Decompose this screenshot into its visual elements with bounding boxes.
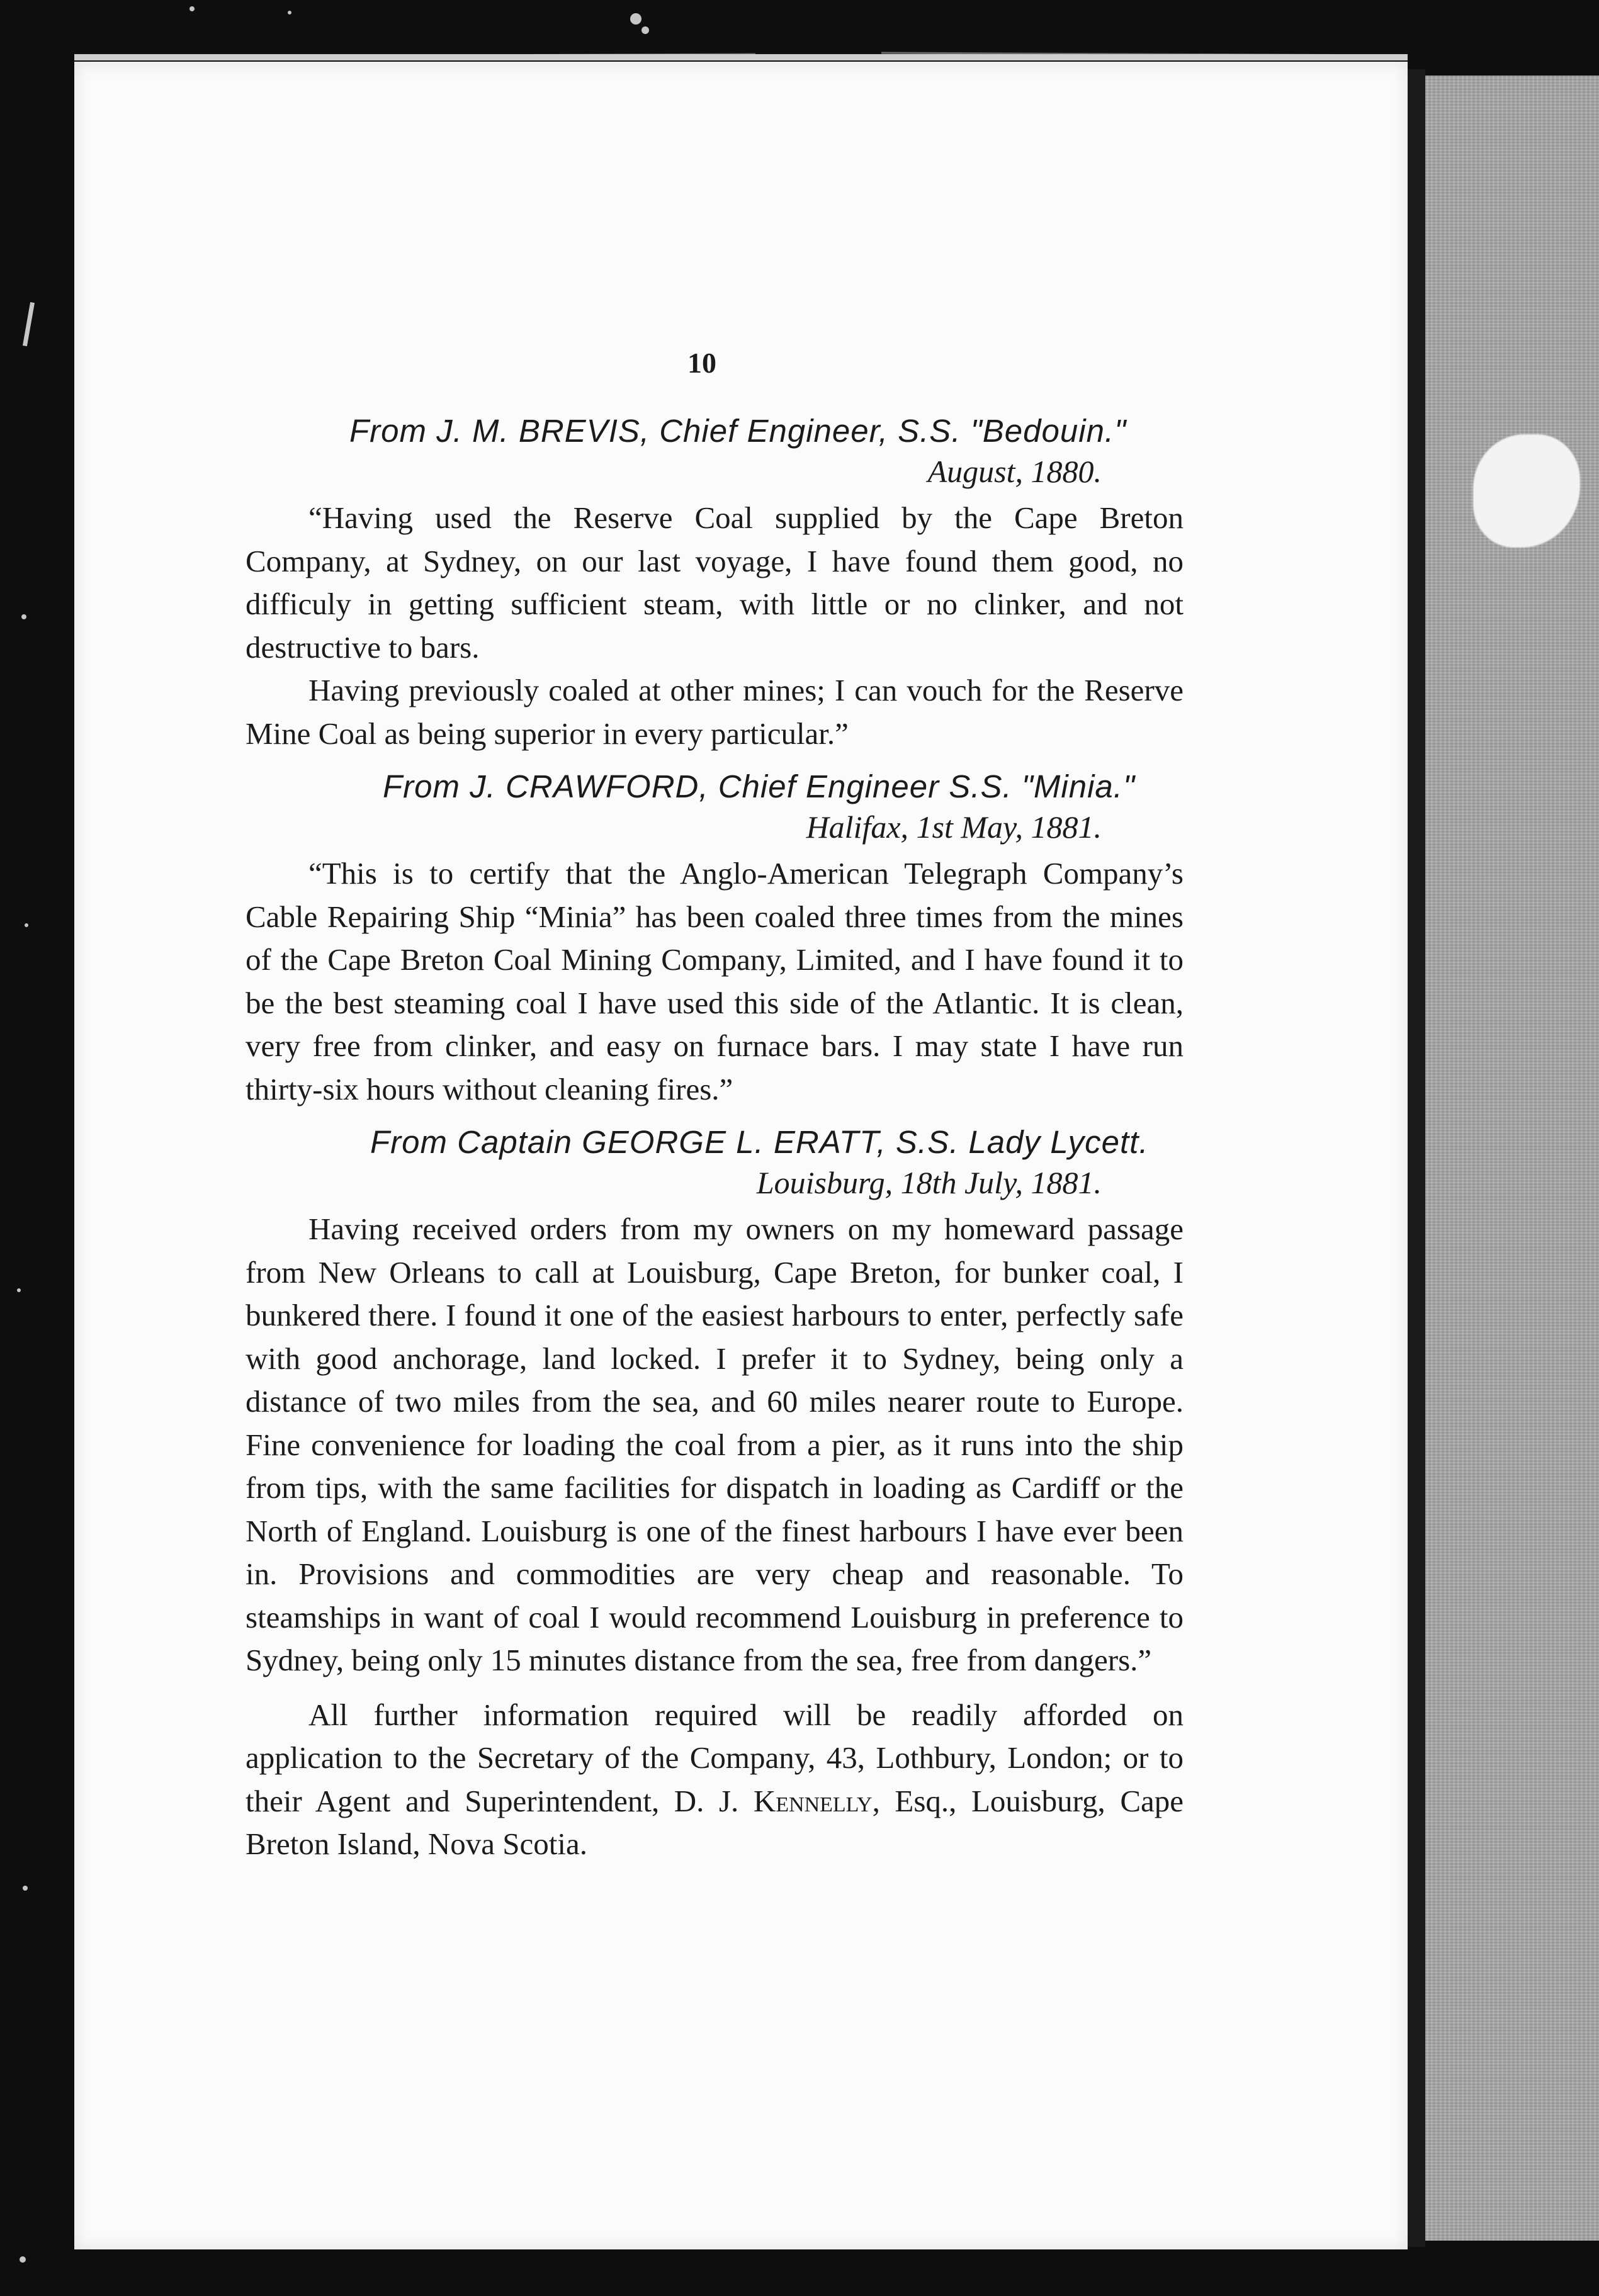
testimonial-date: Louisburg, 18th July, 1881. bbox=[756, 1165, 1102, 1200]
testimonial-brevis bbox=[246, 411, 1184, 755]
testimonial-eratt bbox=[246, 1122, 1184, 1682]
superintendent-name: Kennelly bbox=[753, 1783, 873, 1818]
testimonial-heading: From Captain GEORGE L. ERATT, S.S. Lady Lycett. bbox=[370, 1124, 1149, 1160]
page-number: 10 bbox=[687, 347, 716, 379]
testimonial-paragraph: “This is to certify that the Anglo-American Telegraph Company’s Cable Repairing Ship “Minia” has been coaled three times from the mines of the Cape Breton Coal Mining Company, Limited, and I have found it to be the best steaming coal I have used this side of the Atlantic. It is clean, very free from clinker, and easy on furnace bars. I may state I have run thirty-six hours without cleaning fires.” bbox=[246, 856, 1184, 1106]
testimonial-heading: From J. CRAWFORD, Chief Engineer S.S. "Minia." bbox=[383, 768, 1136, 804]
contact-text: All further information required will be readily afforded on application to the Secretary of the Company, 43, Lothbury, London; or to their Agent and Superintendent, D. J. bbox=[246, 1697, 1184, 1818]
testimonial-paragraph: “Having used the Reserve Coal supplied by the Cape Breton Company, at Sydney, on our last voyage, I have found them good, no difficuly in getting sufficient steam, with little or no clinker, and not destructive to bars. bbox=[246, 500, 1184, 665]
testimonial-date: August, 1880. bbox=[927, 454, 1102, 489]
page-content bbox=[246, 283, 1184, 1866]
page-top-edge bbox=[74, 54, 1408, 60]
testimonial-paragraph: Having received orders from my owners on my homeward passage from New Orleans to call at Louisburg, Cape Breton, for bunker coal, I bunkered there. I found it one of the easiest harbours to enter, perfectly safe with good anchorage, land locked. I prefer it to Sydney, being only a distance of two miles from the sea, and 60 miles nearer route to Europe. Fine convenience for loading the coal from a pier, as it runs into the ship from tips, with the same facilities for dispatch in loading as Cardiff or the North of England. Louisburg is one of the finest harbours I have ever been in. Provisions and commodities are very cheap and reasonable. To steamships in want of coal I would recommend Louisburg in preference to Sydney, being only 15 minutes distance from the sea, free from dangers.” bbox=[246, 1212, 1184, 1677]
testimonial-paragraph: Having previously coaled at other mines; I can vouch for the Reserve Mine Coal as being superior in every particular.” bbox=[246, 673, 1184, 751]
contact-information bbox=[246, 1694, 1184, 1866]
testimonial-heading: From J. M. BREVIS, Chief Engineer, S.S. "Bedouin." bbox=[349, 413, 1127, 449]
facing-page-edge bbox=[1413, 76, 1599, 2241]
page-gutter-shadow bbox=[1408, 69, 1425, 2247]
testimonial-date: Halifax, 1st May, 1881. bbox=[806, 809, 1102, 845]
contact-address: , Esq., Louisburg, Cape Breton Island, Nova Scotia. bbox=[246, 1783, 1184, 1861]
testimonial-crawford bbox=[246, 767, 1184, 1111]
